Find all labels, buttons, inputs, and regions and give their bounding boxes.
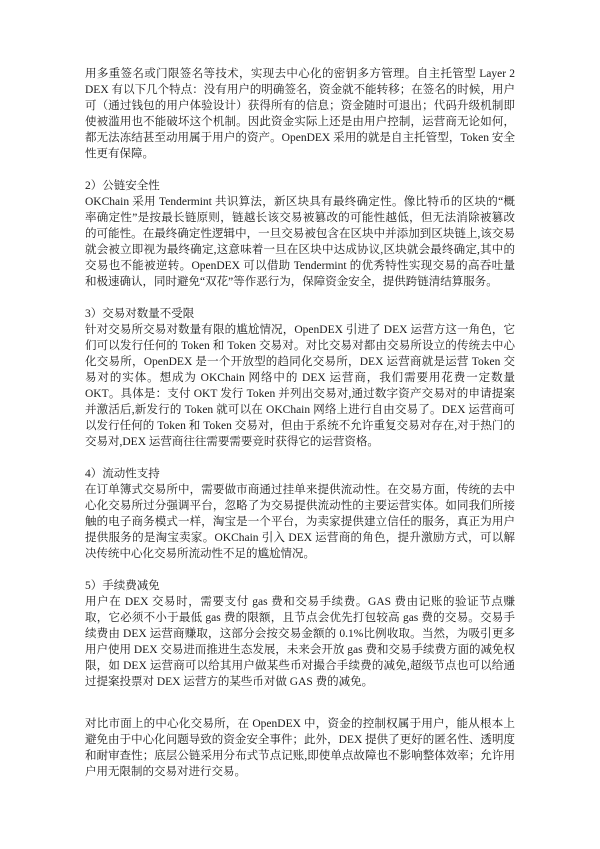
section-paragraph-unlimited-trading-pairs: 针对交易所交易对数量有限的尴尬情况，OpenDEX 引进了 DEX 运营方这一角色，它们可以发行任何的 Token 和 Token 交易对。对比交易对都由交易所设立的传统去中心化交易所，OpenDEX 是一个开放型的趋同化交易所，DEX 运营商就是运营 Token 交易对的实体。想成为 OKChain 网络中的 DEX 运营商，我们需要用花费一定数量 OKT。具体是：支付 OKT 发行 Token 并列出交易对,通过数字资产交易对的申请提案并激活后,新发行的 Token 就可以在 OKChain 网络上进行自由交易了。DEX 运营商可以发行任何的 Token 和 Token 交易对，但由于系统不允许重复交易对存在,对于热门的交易对,DEX 运营商往往需要需要竞时获得它的运营资格。: [85, 324, 515, 448]
section-heading-liquidity-support: 4）流动性支持: [85, 468, 160, 480]
section-paragraph-fee-reduction: 用户在 DEX 交易时，需要支付 gas 费和交易手续费。GAS 费由记账的验证节点赚取，它必须不小于最低 gas 费的限额，且节点会优先打包较高 gas 费的交易。交易手续费由 DEX 运营商赚取，这部分会按交易金额的 0.1%比例收取。当然，为吸引更多用户使用 DEX 交易进而推进生态发展，未来会开放 gas 费和交易手续费方面的减免权限，如 DEX 运营商可以给其用户做某些币对撮合手续费的减免,超级节点也可以给通过提案投票对 DEX 运营方的某些币对做 GAS 费的减免。: [85, 596, 515, 688]
section-fee-reduction: [85, 578, 515, 690]
section-heading-fee-reduction: 5）手续费减免: [85, 580, 160, 592]
intro-paragraph-self-custody: 用多重签名或门限签名等技术，实现去中心化的密钥多方管理。自主托管型 Layer 2 DEX 有以下几个特点：没有用户的明确签名，资金就不能转移；在签名的时候，用户可（通过钱包的用户体验设计）获得所有的信息；资金随时可退出；代码升级机制即使被滥用也不能破坏这个机制。因此资金实际上还是由用户控制，运营商无论如何，都无法冻结甚至动用属于用户的资产。OpenDEX 采用的就是自主托管型，Token 安全性更有保障。: [85, 68, 515, 160]
section-liquidity-support: [85, 466, 515, 562]
section-unlimited-trading-pairs: [85, 306, 515, 450]
section-heading-chain-security: 2）公链安全性: [85, 180, 160, 192]
section-chain-security: [85, 178, 515, 290]
section-paragraph-chain-security: OKChain 采用 Tendermint 共识算法，新区块具有最终确定性。像比特币的区块的“概率确定性”是按最长链原则，链越长该交易被篡改的可能性越低，但无法消除被篡改的可能性。在最终确定性逻辑中，一旦交易被包含在区块中并添加到区块链上,该交易就会被立即视为最终确定,这意味着一旦在区块中达成协议,区块就会最终确定,其中的交易也不能被逆转。OpenDEX 可以借助 Tendermint 的优秀特性实现交易的高吞吐量和极速确认，同时避免“双花”等作恶行为，保障资金安全，提供跨链清结算服务。: [85, 196, 515, 288]
closing-paragraph-comparison: 对比市面上的中心化交易所，在 OpenDEX 中，资金的控制权属于用户，能从根本上避免由于中心化问题导致的资金安全事件；此外，DEX 提供了更好的匿名性、透明度和耐审查性；底层公链采用分布式节点记账,即使单点故障也不影响整体效率；允许用户用无限制的交易对进行交易。: [85, 718, 515, 778]
section-heading-unlimited-trading-pairs: 3）交易对数量不受限: [85, 308, 195, 320]
section-paragraph-liquidity-support: 在订单簿式交易所中，需要做市商通过挂单来提供流动性。在交易方面，传统的去中心化交易所过分强调平台，忽略了为交易提供流动性的主要运营实体。如同我们所接触的电子商务模式一样，淘宝是一个平台，为卖家提供建立信任的服务，真正为用户提供服务的是淘宝卖家。OKChain 引入 DEX 运营商的角色，提升激励方式，可以解决传统中心化交易所流动性不足的尴尬情况。: [85, 484, 515, 560]
